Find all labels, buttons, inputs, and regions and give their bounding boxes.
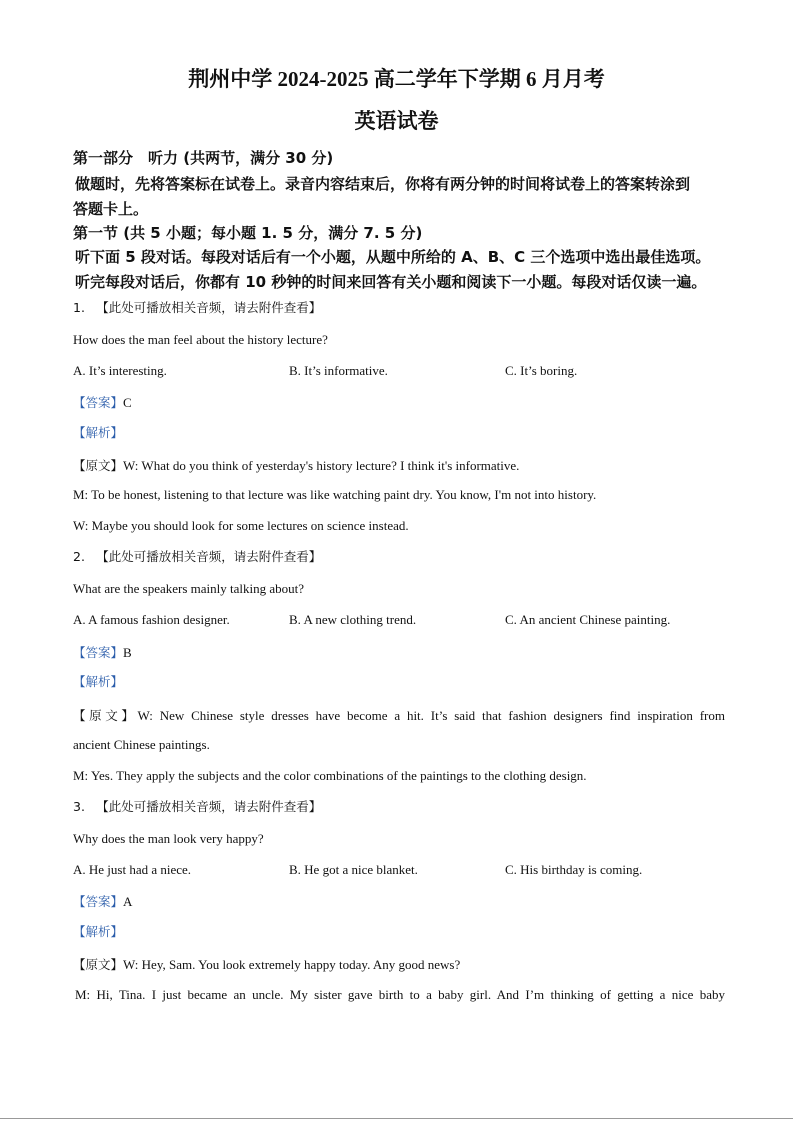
transcript-text: W: New Chinese style dresses have become a hit. It’s said that fashion designers find inspiration from <box>137 708 725 723</box>
answer-value: C <box>123 395 132 410</box>
question-3-option-c: C. His birthday is coming. <box>505 862 643 877</box>
page-bottom-rule <box>0 1118 793 1119</box>
question-2-transcript-line1-cont: ancient Chinese paintings. <box>73 737 210 752</box>
transcript-text: W: What do you think of yesterday's history lecture? I think it's informative. <box>123 458 520 473</box>
original-label: 【原文】 <box>73 957 124 972</box>
question-2-analysis-label: 【解析】 <box>73 674 124 689</box>
audio-note[interactable]: 【此处可播放相关音频，请去附件查看】 <box>96 549 322 564</box>
question-3-stem: Why does the man look very happy? <box>73 831 264 846</box>
question-2-transcript-line1 <box>73 706 725 724</box>
question-1-header <box>73 298 725 316</box>
question-2-option-c: C. An ancient Chinese painting. <box>505 612 671 627</box>
question-number: 1. <box>73 300 85 315</box>
question-1-answer <box>73 393 725 411</box>
section1-instruction-line1: 听下面 5 段对话。每段对话后有一个小题，从题中所给的 A、B、C 三个选项中选出最佳选项。 <box>75 248 711 266</box>
question-1-analysis-label: 【解析】 <box>73 425 124 440</box>
audio-note[interactable]: 【此处可播放相关音频，请去附件查看】 <box>96 799 322 814</box>
question-3-option-b: B. He got a nice blanket. <box>289 862 418 877</box>
question-3-analysis-label: 【解析】 <box>73 924 124 939</box>
question-2-answer <box>73 643 725 661</box>
question-2-transcript-line2: M: Yes. They apply the subjects and the color combinations of the paintings to the clothing design. <box>73 768 587 783</box>
part1-instruction-line2: 答题卡上。 <box>73 200 149 218</box>
question-2-stem: What are the speakers mainly talking about? <box>73 581 305 596</box>
transcript-text: W: Hey, Sam. You look extremely happy today. Any good news? <box>123 957 461 972</box>
exam-title: 荆州中学 2024-2025 高二学年下学期 6 月月考 <box>188 67 605 91</box>
question-2-option-a: A. A famous fashion designer. <box>73 612 230 627</box>
question-2-option-b: B. A new clothing trend. <box>289 612 417 627</box>
question-1-transcript-line1 <box>73 456 725 474</box>
question-number: 3. <box>73 799 85 814</box>
question-3-header <box>73 797 725 815</box>
part1-instruction-line1: 做题时，先将答案标在试卷上。录音内容结束后，你将有两分钟的时间将试卷上的答案转涂到 <box>75 175 691 193</box>
question-3-answer <box>73 892 725 910</box>
exam-subtitle: 英语试卷 <box>354 109 439 133</box>
section1-instruction-line2: 听完每段对话后，你都有 10 秒钟的时间来回答有关小题和阅读下一小题。每段对话仅读一遍。 <box>75 273 707 291</box>
question-3-option-a: A. He just had a niece. <box>73 862 192 877</box>
question-2-header <box>73 547 725 565</box>
audio-note[interactable]: 【此处可播放相关音频，请去附件查看】 <box>96 300 322 315</box>
question-1-transcript-line3: W: Maybe you should look for some lectures on science instead. <box>73 518 409 533</box>
original-label: 【原文】 <box>73 708 138 723</box>
question-1-option-b: B. It’s informative. <box>289 363 388 378</box>
question-1-option-c: C. It’s boring. <box>505 363 578 378</box>
answer-label: 【答案】 <box>73 894 124 909</box>
question-3-transcript-line2: M: Hi, Tina. I just became an uncle. My sister gave birth to a baby girl. And I’m thinking of getting a nice baby <box>75 987 725 1002</box>
part1-heading: 第一部分 听力 (共两节，满分 30 分) <box>73 149 334 167</box>
question-1-transcript-line2: M: To be honest, listening to that lecture was like watching paint dry. You know, I'm not into history. <box>73 487 597 502</box>
question-1-stem: How does the man feel about the history lecture? <box>73 332 328 347</box>
section1-heading: 第一节 (共 5 小题；每小题 1. 5 分，满分 7. 5 分) <box>73 224 423 242</box>
original-label: 【原文】 <box>73 458 124 473</box>
answer-label: 【答案】 <box>73 395 124 410</box>
question-1-option-a: A. It’s interesting. <box>73 363 167 378</box>
question-number: 2. <box>73 549 85 564</box>
answer-value: A <box>123 894 133 909</box>
question-3-transcript-line1 <box>73 955 725 973</box>
answer-label: 【答案】 <box>73 645 124 660</box>
answer-value: B <box>123 645 132 660</box>
